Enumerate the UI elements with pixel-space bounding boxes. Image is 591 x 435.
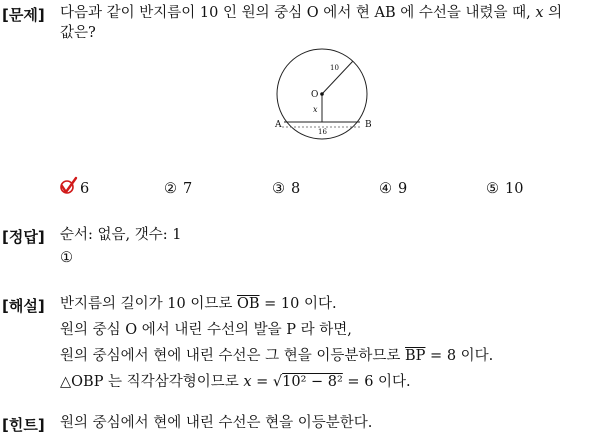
choice-2-marker: ② (164, 181, 177, 197)
answer-line-2: ① (60, 250, 73, 266)
choice-2[interactable] (164, 181, 192, 197)
choice-5-marker: ⑤ (486, 181, 499, 197)
choice-3-marker: ③ (272, 181, 285, 197)
problem-line-2: 값은? (60, 25, 96, 41)
solution-line-4-end: = 6 이다. (342, 374, 411, 390)
label-o: O (311, 90, 319, 100)
label-radius: 10 (330, 64, 339, 72)
solution-line-4-text: △OBP 는 직각삼각형이므로 (60, 374, 244, 390)
choice-3[interactable] (272, 181, 300, 197)
solution-line-1 (60, 295, 337, 313)
solution-line-2: 원의 중심 O 에서 내린 수선의 발을 P 라 하면, (60, 322, 352, 338)
solution-variable: x (243, 374, 252, 390)
choice-1-value: 6 (80, 181, 90, 197)
problem-text-end: 의 (543, 5, 563, 21)
solution-tag: [해설] (2, 297, 45, 315)
solution-line-1-end: = 10 이다. (259, 296, 337, 312)
hint-text: 원의 중심에서 현에 내린 수선은 현을 이등분한다. (60, 415, 373, 431)
choice-5-value: 10 (505, 181, 524, 197)
choice-3-value: 8 (291, 181, 301, 197)
problem-text: 다음과 같이 반지름이 10 인 원의 중심 O 에서 현 AB 에 수선을 내렸을 때, (60, 5, 536, 21)
choice-4-marker: ④ (379, 181, 392, 197)
label-a: A (275, 120, 282, 130)
solution-line-3-text: 원의 중심에서 현에 내린 수선은 그 현을 이등분하므로 (60, 348, 406, 364)
solution-equals: = (251, 374, 273, 390)
problem-tag: [문제] (2, 6, 45, 24)
center-point (320, 92, 324, 96)
solution-line-3 (60, 347, 493, 365)
segment-ob: $\overline{OB}$ (236, 296, 260, 312)
choice-2-value: 7 (183, 181, 193, 197)
label-x: x (313, 105, 318, 114)
sqrt-symbol: √ (272, 374, 283, 390)
solution-line-4 (60, 373, 411, 391)
hint-tag: [힌트] (2, 416, 45, 434)
problem-variable: x (535, 5, 544, 21)
solution-line-1-text: 반지름의 길이가 10 이므로 (60, 296, 237, 312)
problem-line-1 (60, 4, 562, 22)
answer-tag: [정답] (2, 228, 45, 246)
answer-line-1: 순서: 없음, 갯수: 1 (60, 227, 182, 243)
label-chord: 16 (318, 128, 327, 136)
label-b: B (365, 120, 372, 130)
choice-5[interactable] (486, 181, 523, 197)
choice-4-value: 9 (398, 181, 408, 197)
solution-line-3-end: = 8 이다. (425, 348, 494, 364)
choice-4[interactable] (379, 181, 407, 197)
choice-1[interactable] (80, 181, 89, 197)
selected-check-icon (59, 176, 79, 196)
circle-figure (272, 46, 392, 146)
sqrt-radicand: 10² − 8² (282, 374, 343, 390)
segment-bp: $\overline{BP}$ (405, 348, 426, 364)
